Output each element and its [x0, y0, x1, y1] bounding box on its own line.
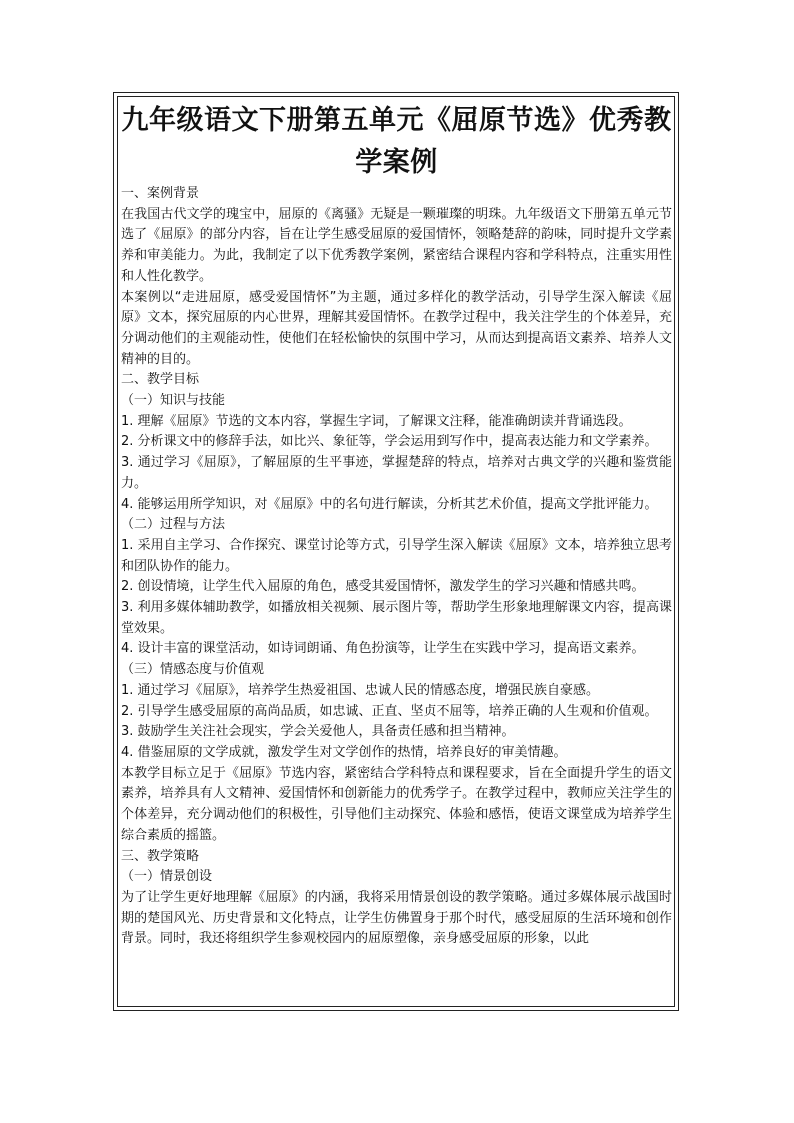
paragraph: 2. 创设情境，让学生代入屈原的角色，感受其爱国情怀，激发学生的学习兴趣和情感共鸣。: [121, 579, 645, 595]
paragraph: 1. 理解《屈原》节选的文本内容，掌握生字词，了解课文注释，能准确朗读并背诵选段。: [121, 413, 632, 429]
paragraph: 在我国古代文学的瑰宝中，屈原的《离骚》无疑是一颗璀璨的明珠。九年级语文下册第五单元节选了《屈原》的部分内容，旨在让学生感受屈原的爱国情怀，领略楚辞的韵味，同时提升文学素养和审美能力。为此，我制定了以下优秀教学案例，紧密结合课程内容和学科特点，注重实用性和人性化教学。: [121, 206, 672, 284]
paragraph: 1. 采用自主学习、合作探究、课堂讨论等方式，引导学生深入解读《屈原》文本，培养独立思考和团队协作的能力。: [121, 537, 672, 574]
paragraph: 4. 借鉴屈原的文学成就，激发学生对文学创作的热情，培养良好的审美情趣。: [121, 744, 567, 760]
paragraph: （一）情景创设: [121, 869, 213, 885]
paragraph: （一）知识与技能: [121, 393, 226, 409]
paragraph: 本教学目标立足于《屈原》节选内容，紧密结合学科特点和课程要求，旨在全面提升学生的语文素养，培养具有人文精神、爱国情怀和创新能力的优秀学子。在教学过程中，教师应关注学生的个体差异，充分调动他们的积极性，引导他们主动探究、体验和感悟，使语文课堂成为培养学生综合素质的摇篮。: [121, 765, 672, 843]
paragraph: 2. 分析课文中的修辞手法，如比兴、象征等，学会运用到写作中，提高表达能力和文学素养。: [121, 434, 658, 450]
paragraph: 本案例以“走进屈原，感受爱国情怀”为主题，通过多样化的教学活动，引导学生深入解读《屈原》文本，探究屈原的内心世界，理解其爱国情怀。在教学过程中，我关注学生的个体差异，充分调动他们的主观能动性，使他们在轻松愉快的氛围中学习，从而达到提高语文素养、培养人文精神的目的。: [121, 289, 672, 367]
paragraph: 4. 设计丰富的课堂活动，如诗词朗诵、角色扮演等，让学生在实践中学习，提高语文素养。: [121, 641, 645, 657]
paragraph: （二）过程与方法: [121, 517, 226, 533]
paragraph: 2. 引导学生感受屈原的高尚品质，如忠诚、正直、坚贞不屈等，培养正确的人生观和价值观。: [121, 703, 658, 719]
paragraph: 3. 鼓励学生关注社会现实，学会关爱他人，具备责任感和担当精神。: [121, 724, 515, 740]
paragraph: （三）情感态度与价值观: [121, 662, 265, 678]
paragraph: 3. 通过学习《屈原》，了解屈原的生平事迹，掌握楚辞的特点，培养对古典文学的兴趣和鉴赏能力。: [121, 455, 672, 491]
paragraph: 3. 利用多媒体辅助教学，如播放相关视频、展示图片等，帮助学生形象地理解课文内容，提高课堂效果。: [121, 600, 672, 636]
paragraph: 一、案例背景: [121, 186, 200, 201]
document-title: 九年级语文下册第五单元《屈原节选》优秀教学案例: [121, 105, 672, 178]
paragraph: 三、教学策略: [121, 848, 200, 864]
document-body: [121, 184, 672, 950]
paragraph: 二、教学目标: [121, 372, 200, 388]
document-cell: [117, 96, 675, 1007]
paragraph: 1. 通过学习《屈原》，培养学生热爱祖国、忠诚人民的情感态度，增强民族自豪感。: [121, 682, 600, 698]
paragraph: 为了让学生更好地理解《屈原》的内涵，我将采用情景创设的教学策略。通过多媒体展示战国时期的楚国风光、历史背景和文化特点，让学生仿佛置身于那个时代，感受屈原的生活环境和创作背景。同时，我还将组织学生参观校园内的屈原塑像，亲身感受屈原的形象，以此: [121, 889, 672, 947]
paragraph: 4. 能够运用所学知识，对《屈原》中的名句进行解读，分析其艺术价值，提高文学批评能力。: [121, 496, 658, 512]
